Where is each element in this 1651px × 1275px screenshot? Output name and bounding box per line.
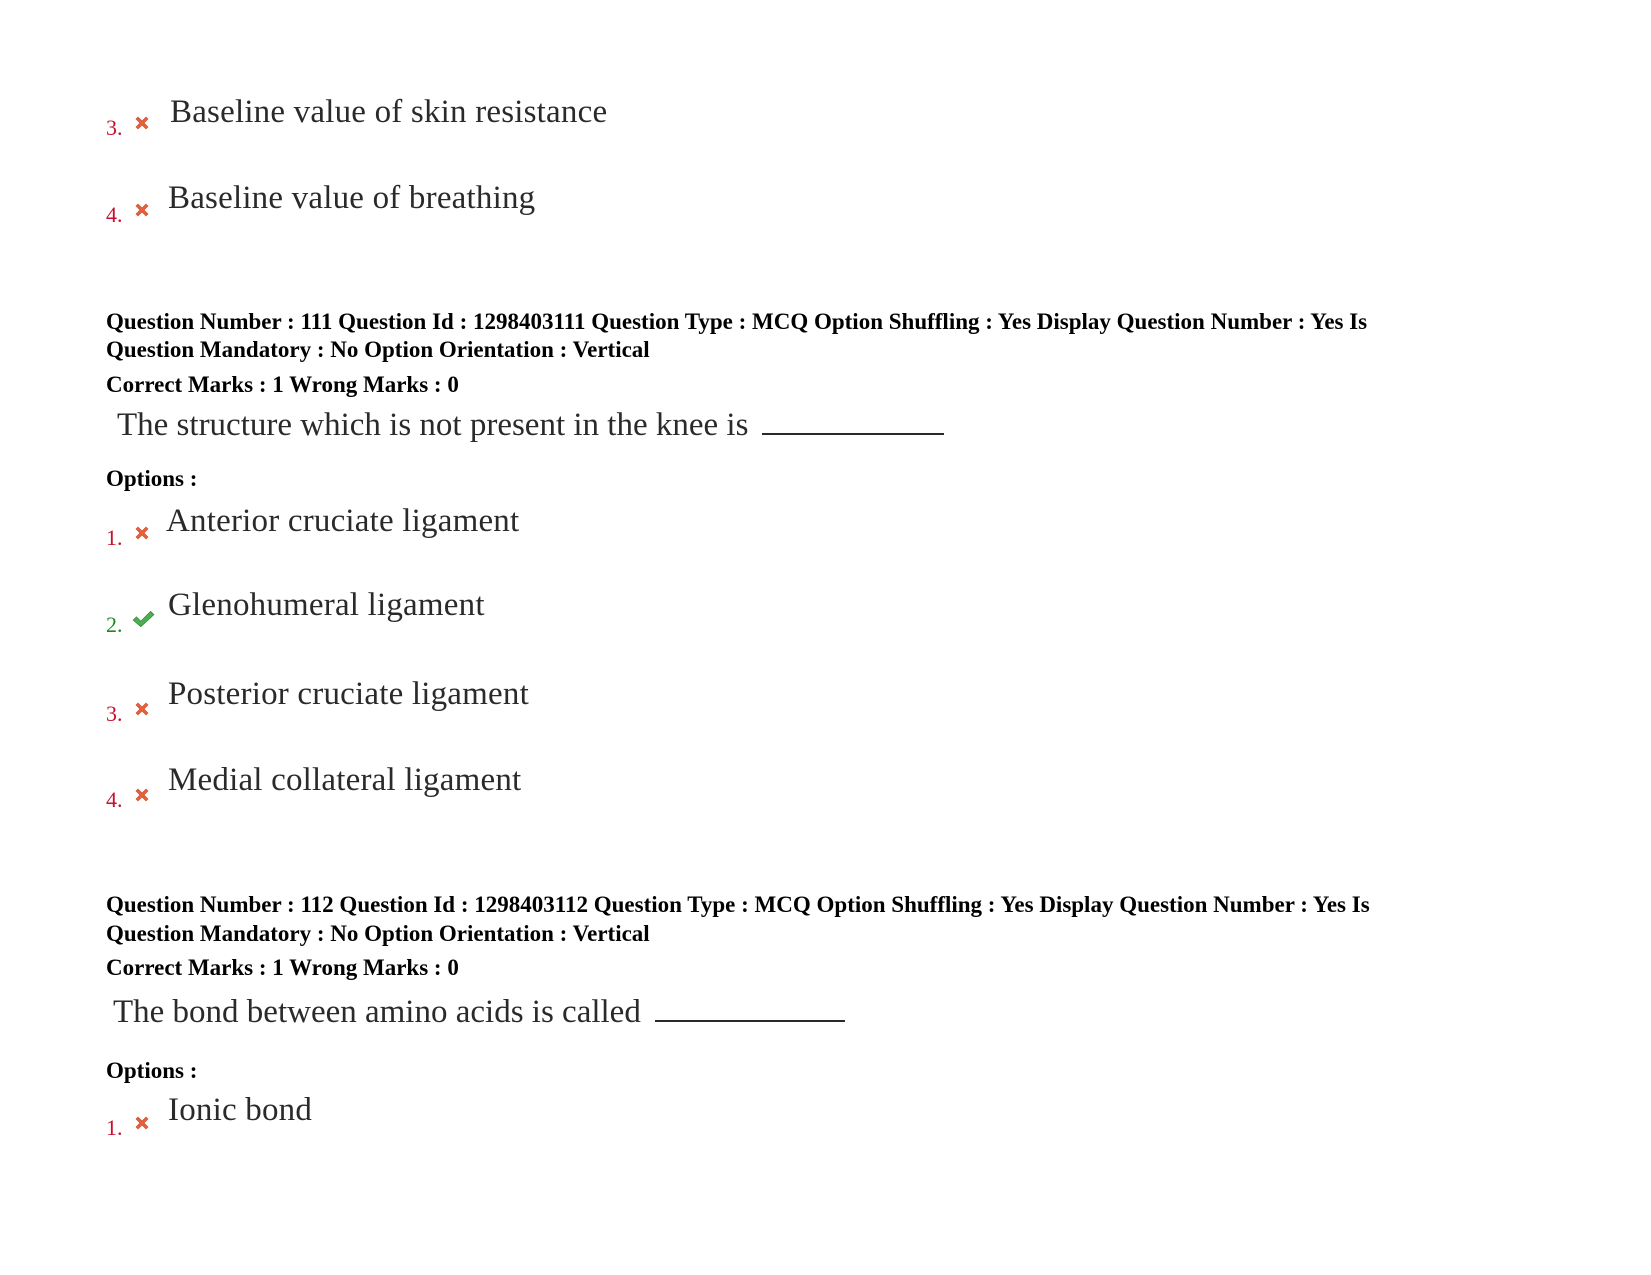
question-text-body: The structure which is not present in the knee is (117, 407, 749, 443)
answer-blank (655, 1019, 845, 1022)
question-marks: Correct Marks : 1 Wrong Marks : 0 (106, 372, 459, 397)
question-meta-line1: Question Number : 112 Question Id : 1298403112 Question Type : MCQ Option Shuffling : Yes Display Question Number : Yes Is (106, 892, 1370, 917)
option-number: 4. (106, 202, 123, 227)
option-text: Baseline value of breathing (168, 180, 536, 216)
option-text: Ionic bond (168, 1092, 313, 1128)
check-icon (131, 608, 155, 630)
option-number: 1. (106, 525, 123, 550)
question-marks: Correct Marks : 1 Wrong Marks : 0 (106, 955, 459, 980)
option-text: Anterior cruciate ligament (166, 503, 520, 539)
option-text: Medial collateral ligament (168, 762, 522, 798)
option-text: Baseline value of skin resistance (170, 94, 608, 130)
option-number: 3. (106, 701, 123, 726)
question-text-body: The bond between amino acids is called (113, 994, 641, 1030)
question-text (117, 406, 944, 444)
cross-icon (132, 113, 152, 133)
option-number: 2. (106, 612, 123, 637)
option-text: Posterior cruciate ligament (168, 676, 529, 712)
cross-icon (132, 699, 152, 719)
cross-icon (132, 785, 152, 805)
answer-blank (762, 432, 944, 435)
question-meta-line2: Question Mandatory : No Option Orientation : Vertical (106, 921, 650, 946)
options-label: Options : (106, 466, 198, 491)
question-meta-line1: Question Number : 111 Question Id : 1298403111 Question Type : MCQ Option Shuffling : Yes Display Question Number : Yes Is (106, 309, 1368, 334)
question-meta-line2: Question Mandatory : No Option Orientation : Vertical (106, 337, 650, 362)
cross-icon (132, 200, 152, 220)
option-number: 1. (106, 1115, 123, 1140)
option-number: 4. (106, 787, 123, 812)
option-number: 3. (106, 115, 123, 140)
question-text (113, 993, 845, 1031)
cross-icon (132, 1113, 152, 1133)
cross-icon (132, 523, 152, 543)
option-text: Glenohumeral ligament (168, 587, 485, 623)
options-label: Options : (106, 1058, 198, 1083)
